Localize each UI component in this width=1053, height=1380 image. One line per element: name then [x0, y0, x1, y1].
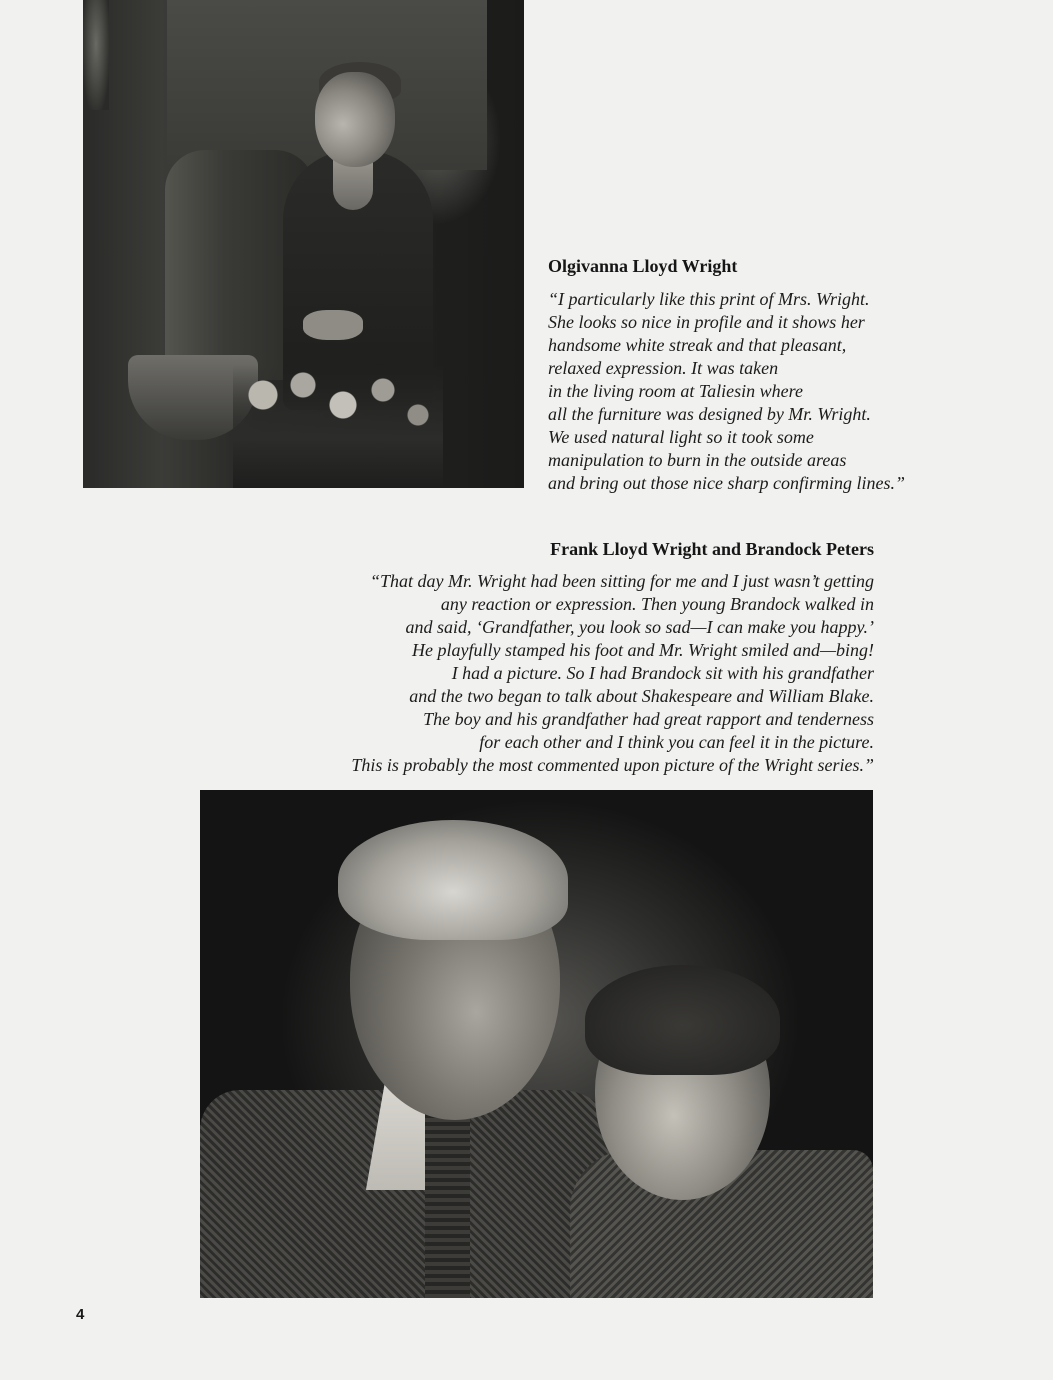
olgivanna-caption-text	[548, 288, 905, 495]
boy-hair	[585, 965, 780, 1075]
caption-line: and said, ‘Grandfather, you look so sad—I can make you happy.’	[405, 617, 874, 637]
caption-line: and bring out those nice sharp confirming lines.”	[548, 473, 905, 493]
caption-line: He playfully stamped his foot and Mr. Wright smiled and—bing!	[412, 640, 874, 660]
tie	[425, 1100, 470, 1298]
caption-line: manipulation to burn in the outside areas	[548, 450, 847, 470]
wright-and-grandson-photo	[200, 790, 873, 1298]
caption-line: for each other and I think you can feel it in the picture.	[479, 732, 874, 752]
caption-line: any reaction or expression. Then young Brandock walked in	[440, 594, 874, 614]
page-number: 4	[76, 1306, 85, 1323]
caption-line: handsome white streak and that pleasant,	[548, 335, 847, 355]
caption-line: The boy and his grandfather had great rapport and tenderness	[423, 709, 874, 729]
caption-line: all the furniture was designed by Mr. Wright.	[548, 404, 871, 424]
caption-line: in the living room at Taliesin where	[548, 381, 803, 401]
frank-caption-text	[351, 570, 874, 777]
caption-line: “That day Mr. Wright had been sitting for me and I just wasn’t getting	[369, 571, 874, 591]
olgivanna-portrait-photo	[83, 0, 524, 488]
old-man-hair	[338, 820, 568, 940]
woman-hands	[303, 310, 363, 340]
frank-caption-title: Frank Lloyd Wright and Brandock Peters	[550, 539, 874, 559]
caption-line: She looks so nice in profile and it shows her	[548, 312, 865, 332]
olgivanna-caption-title: Olgivanna Lloyd Wright	[548, 256, 738, 276]
caption-line: I had a picture. So I had Brandock sit with his grandfather	[451, 663, 874, 683]
caption-line: “I particularly like this print of Mrs. Wright.	[548, 289, 870, 309]
caption-line: This is probably the most commented upon picture of the Wright series.”	[351, 755, 874, 775]
caption-line: relaxed expression. It was taken	[548, 358, 779, 378]
caption-line: and the two began to talk about Shakespeare and William Blake.	[409, 686, 874, 706]
flowers	[233, 365, 443, 488]
woman-head	[315, 72, 395, 167]
plant-shadow	[83, 0, 109, 110]
caption-line: We used natural light so it took some	[548, 427, 814, 447]
